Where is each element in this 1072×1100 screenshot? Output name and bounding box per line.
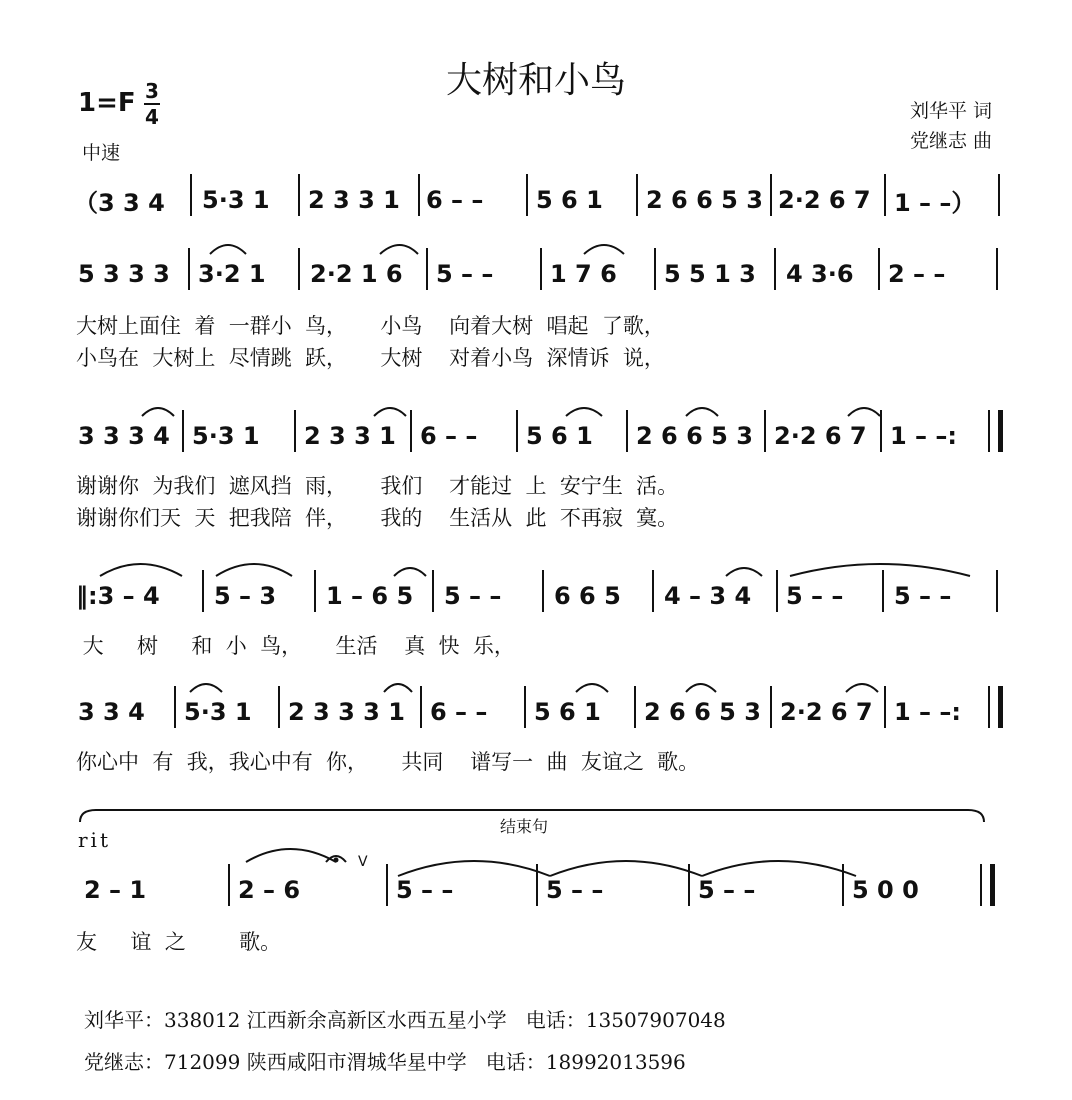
measure: 5 – – <box>894 582 952 610</box>
measure: 3 3 3 4 <box>78 422 170 450</box>
slur <box>210 245 246 254</box>
measure: 5 – 3 <box>214 582 277 610</box>
measure: 5·3 1 <box>202 186 270 214</box>
lyric-line: 你心中 有 我，我心中有 你， 共同 谱写一 曲 友谊之 歌。 <box>76 750 700 774</box>
slur <box>566 408 602 416</box>
slur <box>142 408 174 416</box>
measure: 5 – – <box>444 582 502 610</box>
slur <box>398 861 550 876</box>
measure: 2 3 3 3 1 <box>288 698 405 726</box>
measure: 5 – – <box>546 876 604 904</box>
slur <box>576 684 608 692</box>
slur <box>846 684 878 692</box>
measure: 1 7 6 <box>550 260 617 288</box>
measure: 6 6 5 <box>554 582 621 610</box>
measure: 2 3 3 1 <box>304 422 396 450</box>
measure: 5·3 1 <box>184 698 252 726</box>
time-sig-bottom: 4 <box>145 105 159 129</box>
measure: 2 6 6 5 3 <box>636 422 753 450</box>
slur <box>686 408 718 416</box>
lyricist-credit: 刘华平 词 <box>909 100 992 122</box>
measure: 5 – – <box>786 582 844 610</box>
composer-credit: 党继志 曲 <box>909 130 992 152</box>
measure: ‖:3 – 4 <box>76 582 160 610</box>
lyric-line: 大树上面住 着 一群小 鸟， 小鸟 向着大树 唱起 了歌， <box>76 314 665 338</box>
measure: 2 3 3 1 <box>308 186 400 214</box>
measure: 3·2 1 <box>198 260 266 288</box>
slur <box>790 564 970 576</box>
measure: （3 3 4 <box>74 188 165 217</box>
song-title: 大树和小鸟 <box>445 60 626 101</box>
measure: 2·2 6 7 <box>780 698 873 726</box>
slur <box>384 684 412 692</box>
measure: 6 – – <box>420 422 478 450</box>
slur <box>702 861 856 876</box>
measure: 4 – 3 4 <box>664 582 752 610</box>
measure: 5 3 3 3 <box>78 260 170 288</box>
measure: 2·2 1 6 <box>310 260 403 288</box>
lyric-line: 谢谢你们天 天 把我陪 伴， 我的 生活从 此 不再寂 寞。 <box>76 506 679 530</box>
lyric-line: 小鸟在 大树上 尽情跳 跃， 大树 对着小鸟 深情诉 说， <box>76 346 665 370</box>
slur <box>584 245 624 254</box>
fermata-dot <box>334 858 339 863</box>
ending-label: 结束句 <box>500 817 549 836</box>
tempo-marking: 中速 <box>82 142 121 164</box>
slur <box>550 861 702 876</box>
measure: 2 – 6 <box>238 876 301 904</box>
measure: 2 – 1 <box>84 876 147 904</box>
slur <box>726 568 762 576</box>
lyric-line: 友 谊 之 歌。 <box>76 930 282 954</box>
ending-bracket <box>80 810 984 822</box>
measure: 5 – – <box>396 876 454 904</box>
slur <box>394 568 426 576</box>
footer-contact-2: 党继志：712099 陕西咸阳市渭城华星中学 电话：18992013596 <box>84 1050 686 1074</box>
measure: 2 6 6 5 3 <box>646 186 763 214</box>
slur <box>246 849 336 862</box>
measure: 5·3 1 <box>192 422 260 450</box>
slur <box>216 564 292 576</box>
measure: 5 6 1 <box>526 422 593 450</box>
slur <box>374 408 406 416</box>
measure: 1 – –） <box>894 188 976 217</box>
measure: 5 6 1 <box>536 186 603 214</box>
time-sig-top: 3 <box>145 79 159 103</box>
measure: 5 6 1 <box>534 698 601 726</box>
measure: 1 – –: <box>890 422 958 450</box>
measure: 5 – – <box>436 260 494 288</box>
lyric-line: 大 树 和 小 鸟， 生活 真 快 乐， <box>76 634 515 658</box>
measure: 6 – – <box>426 186 484 214</box>
measure: 2·2 6 7 <box>774 422 867 450</box>
lyric-line: 谢谢你 为我们 遮风挡 雨， 我们 才能过 上 安宁生 活。 <box>76 474 679 498</box>
slur <box>848 408 880 416</box>
measure: 5 – – <box>698 876 756 904</box>
measure: 1 – –: <box>894 698 962 726</box>
rit-marking: rit <box>78 828 111 852</box>
slur <box>380 245 418 254</box>
measure: 5 5 1 3 <box>664 260 756 288</box>
key-signature: 1=F <box>78 88 136 118</box>
measure: 2 – – <box>888 260 946 288</box>
measure: 5 0 0 <box>852 876 919 904</box>
footer-contact-1: 刘华平：338012 江西新余高新区水西五星小学 电话：13507907048 <box>84 1008 726 1032</box>
breath-mark: V <box>358 854 368 870</box>
measure: 3 3 4 <box>78 698 145 726</box>
slur <box>686 684 716 692</box>
measure: 2·2 6 7 <box>778 186 871 214</box>
measure: 4 3·6 <box>786 260 854 288</box>
measure: 6 – – <box>430 698 488 726</box>
measure: 1 – 6 5 <box>326 582 414 610</box>
slur <box>100 564 182 576</box>
slur <box>190 684 222 692</box>
measure: 2 6 6 5 3 <box>644 698 761 726</box>
